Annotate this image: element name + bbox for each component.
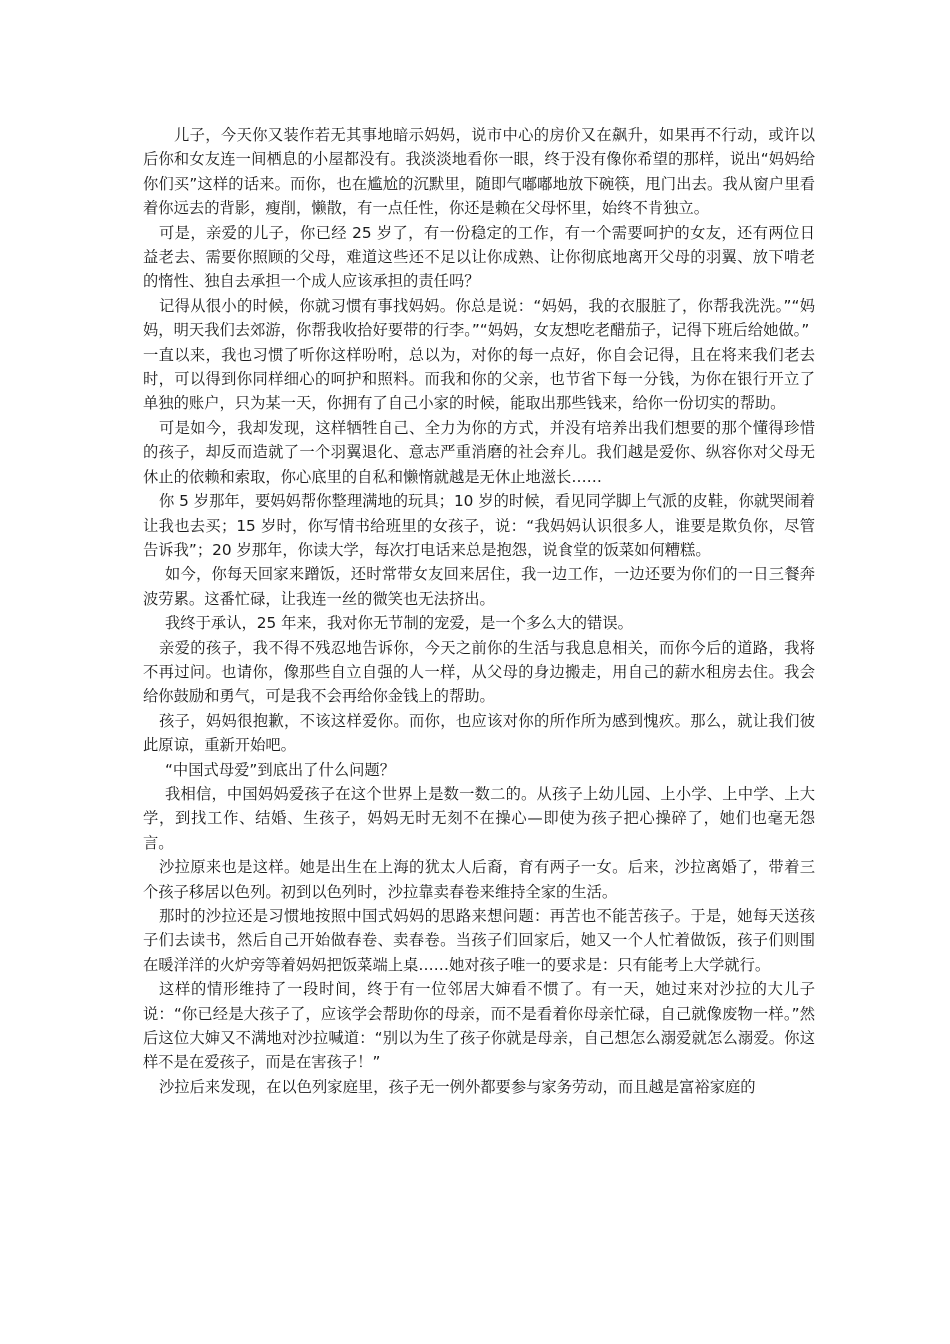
paragraph: 如今，你每天回家来蹭饭，还时常带女友回来居住，我一边工作，一边还要为你们的一日三餐奔波劳累。这番忙碌，让我连一丝的微笑也无法挤出。	[143, 565, 815, 608]
paragraph: 我终于承认，25 年来，我对你无节制的宠爱，是一个多么大的错误。	[165, 614, 633, 633]
paragraph: 亲爱的孩子，我不得不残忍地告诉你，今天之前你的生活与我息息相关，而你今后的道路，我将不再过问。也请你，像那些自立自强的人一样，从父母的身边搬走，用自己的薪水租房去住。我会给你鼓励和勇气，可是我不会再给你金钱上的帮助。	[143, 638, 815, 706]
paragraph: 这样的情形维持了一段时间，终于有一位邻居大婶看不惯了。有一天，她过来对沙拉的大儿子说：“你已经是大孩子了，应该学会帮助你的母亲，而不是看着你母亲忙碌，自己就像废物一样。”然后这位大婶又不满地对沙拉喊道：“别以为生了孩子你就是母亲，自己想怎么溺爱就怎么溺爱。你这样不是在爱孩子，而是在害孩子！”	[143, 980, 815, 1072]
paragraph: 沙拉后来发现，在以色列家庭里，孩子无一例外都要参与家务劳动，而且越是富裕家庭的	[159, 1077, 756, 1096]
paragraph: 孩子，妈妈很抱歉，不该这样爱你。而你，也应该对你的所作所为感到愧疚。那么，就让我们彼此原谅，重新开始吧。	[143, 711, 815, 755]
paragraph: 记得从很小的时候，你就习惯有事找妈妈。你总是说：“妈妈，我的衣服脏了，你帮我洗洗。”“妈妈，明天我们去郊游，你帮我收拾好要带的行李。”“妈妈，女友想吃老醋茄子，记得下班后给她做。”	[143, 296, 815, 340]
paragraph: 儿子，今天你又装作若无其事地暗示妈妈，说市中心的房价又在飙升，如果再不行动，或许以后你和女友连一间栖息的小屋都没有。我淡淡地看你一眼，终于没有像你希望的那样，说出“妈妈给你们买”这样的话来。而你，也在尴尬的沉默里，随即气嘟嘟地放下碗筷，甩门出去。我从窗户里看着你远去的背影，瘦削，懒散，有一点任性，你还是赖在父母怀里，始终不肯独立。	[143, 126, 815, 218]
paragraph: 一直以来，我也习惯了听你这样吩咐，总以为，对你的每一点好，你自会记得，且在将来我们老去时，可以得到你同样细心的呵护和照料。而我和你的父亲，也节省下每一分钱，为你在银行开立了单独的账户，只为某一天，你拥有了自己小家的时候，能取出那些钱来，给你一份切实的帮助。	[143, 345, 815, 413]
paragraph: 那时的沙拉还是习惯地按照中国式妈妈的思路来想问题：再苦也不能苦孩子。于是，她每天送孩子们去读书，然后自己开始做春卷、卖春卷。当孩子们回家后，她又一个人忙着做饭，孩子们则围在暖洋洋的火炉旁等着妈妈把饭菜端上桌……她对孩子唯一的要求是：只有能考上大学就行。	[143, 907, 815, 974]
paragraph: 沙拉原来也是这样。她是出生在上海的犹太人后裔，育有两子一女。后来，沙拉离婚了，带着三个孩子移居以色列。初到以色列时，沙拉靠卖春卷来维持全家的生活。	[143, 858, 815, 901]
paragraph: 你 5 岁那年，要妈妈帮你整理满地的玩具；10 岁的时候，看见同学脚上气派的皮鞋，你就哭闹着让我也去买；15 岁时，你写情书给班里的女孩子，说：“我妈妈认识很多人，谁要是欺负你，尽管告诉我”；20 岁那年，你读大学，每次打电话来总是抱怨，说食堂的饭菜如何糟糕。	[143, 492, 815, 559]
paragraph: 可是，亲爱的儿子，你已经 25 岁了，有一份稳定的工作，有一个需要呵护的女友，还有两位日益老去、需要你照顾的父母，难道这些还不足以让你成熟、让你彻底地离开父母的羽翼、放下啃老的惰性、独自去承担一个成人应该承担的责任吗？	[143, 223, 815, 291]
section-heading: “中国式母爱”到底出了什么问题？	[165, 760, 396, 779]
document-body	[143, 123, 815, 1099]
paragraph: 我相信，中国妈妈爱孩子在这个世界上是数一数二的。从孩子上幼儿园、上小学、上中学、上大学，到找工作、结婚、生孩子，妈妈无时无刻不在操心—即使为孩子把心操碎了，她们也毫无怨言。	[143, 784, 815, 852]
paragraph: 可是如今，我却发现，这样牺牲自己、全力为你的方式，并没有培养出我们想要的那个懂得珍惜的孩子，却反而造就了一个羽翼退化、意志严重消磨的社会弃儿。我们越是爱你、纵容你对父母无休止的依赖和索取，你心底里的自私和懒惰就越是无休止地滋长……	[143, 418, 815, 486]
